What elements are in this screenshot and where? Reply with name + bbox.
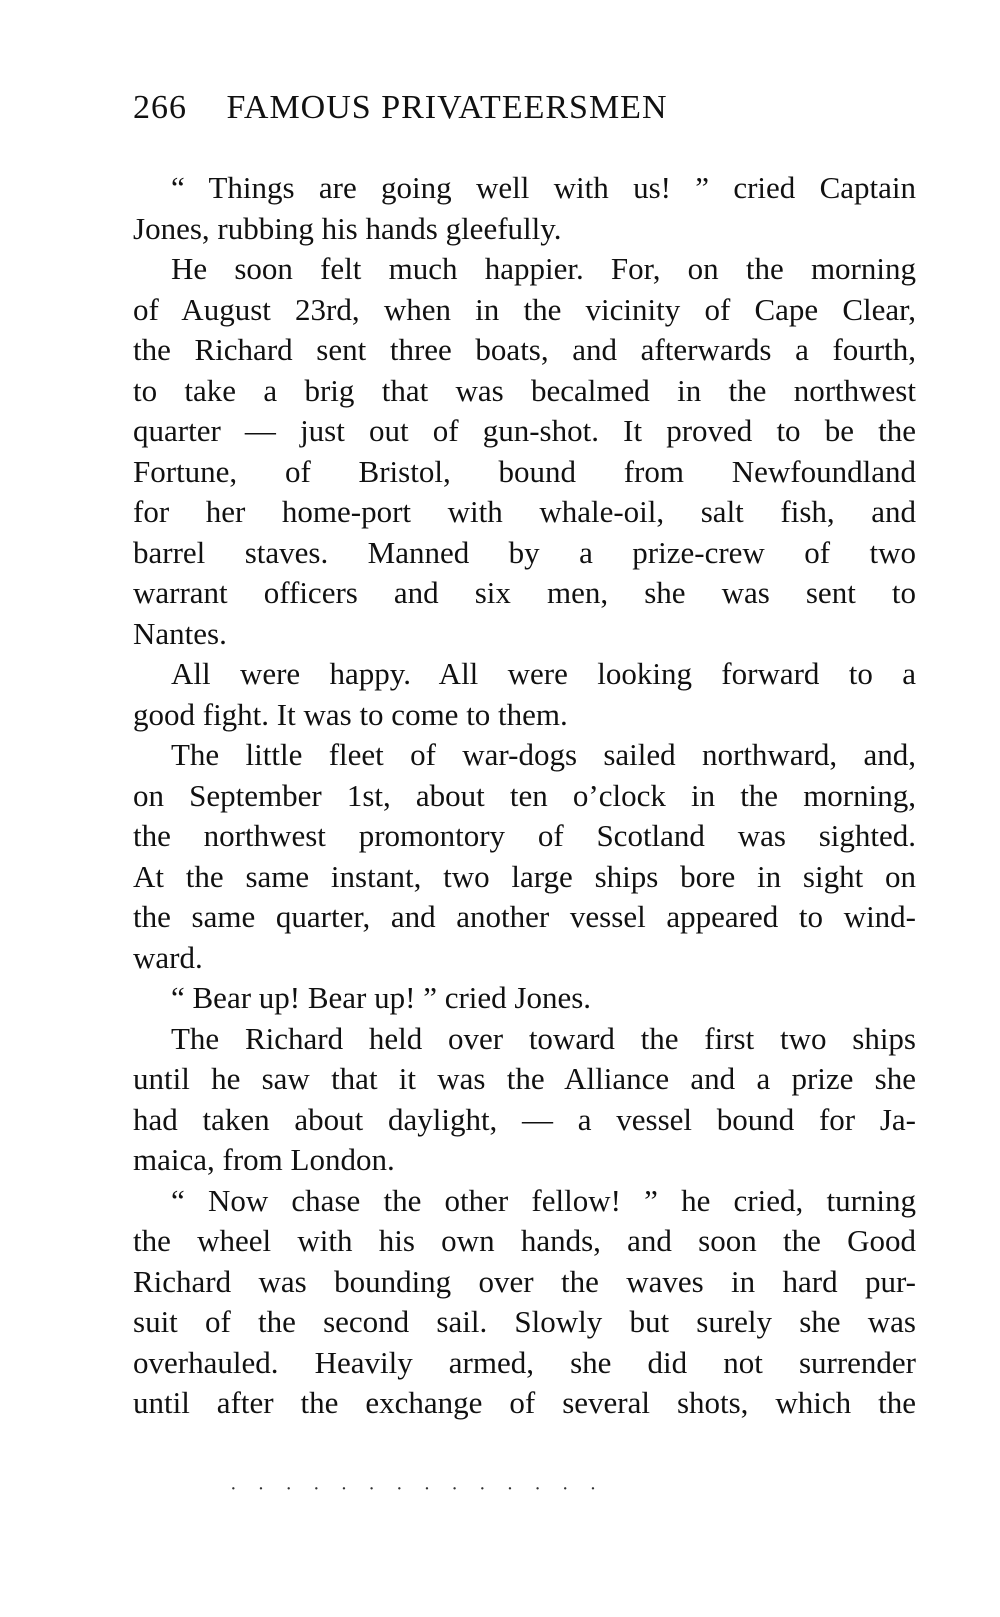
text-line: until he saw that it was the Alliance and a prize she (133, 1061, 916, 1096)
text-line: had taken about daylight, — a vessel bound for Ja- (133, 1101, 916, 1137)
text-line: of August 23rd, when in the vicinity of Cape Clear, (133, 291, 916, 327)
text-line: He soon felt much happier. For, on the morning (171, 251, 916, 286)
text-line: the Richard sent three boats, and afterwards a fourth, (133, 332, 916, 367)
text-line: “ Bear up! Bear up! ” cried Jones. (171, 980, 592, 1015)
text-line: warrant officers and six men, she was sent to (133, 575, 916, 610)
text-line: the same quarter, and another vessel appeared to wind- (133, 899, 916, 934)
text-line: The little fleet of war-dogs sailed northward, and, (171, 737, 916, 772)
text-line: Nantes. (133, 615, 227, 651)
text-line: All were happy. All were looking forward to a (171, 656, 916, 691)
text-line: the northwest promontory of Scotland was sighted. (133, 818, 916, 853)
text-line: the wheel with his own hands, and soon the Good (133, 1223, 916, 1258)
text-line: Fortune, of Bristol, bound from Newfoundland (133, 453, 916, 489)
text-line: ward. (133, 939, 203, 975)
text-line: quarter — just out of gun-shot. It proved to be the (133, 413, 916, 448)
text-line: maica, from London. (133, 1142, 395, 1177)
text-line: suit of the second sail. Slowly but surely she was (133, 1304, 916, 1339)
text-line: “ Things are going well with us! ” cried Captain (171, 170, 916, 205)
text-line: “ Now chase the other fellow! ” he cried, turning (171, 1182, 916, 1218)
text-line: overhauled. Heavily armed, she did not surrender (133, 1344, 916, 1380)
text-line: until after the exchange of several shots, which the (133, 1385, 916, 1420)
running-title: FAMOUS PRIVATEERSMEN (226, 89, 668, 126)
text-line: At the same instant, two large ships bore in sight on (133, 858, 916, 894)
text-line: to take a brig that was becalmed in the northwest (133, 372, 916, 408)
body-text (133, 168, 916, 1424)
page-number: 266 (133, 89, 187, 126)
text-line: for her home-port with whale-oil, salt fish, and (133, 494, 916, 529)
text-line: on September 1st, about ten o’clock in the morning, (133, 777, 916, 813)
text-line: good fight. It was to come to them. (133, 696, 568, 732)
text-line: Richard was bounding over the waves in hard pur- (133, 1263, 916, 1299)
cut-off-next-line: · · · · · · · · · · · · · · (230, 1478, 605, 1500)
text-line: Jones, rubbing his hands gleefully. (133, 210, 562, 246)
text-line: barrel staves. Manned by a prize-crew of two (133, 534, 916, 570)
running-header (133, 84, 933, 132)
text-line: The Richard held over toward the first two ships (171, 1020, 916, 1056)
